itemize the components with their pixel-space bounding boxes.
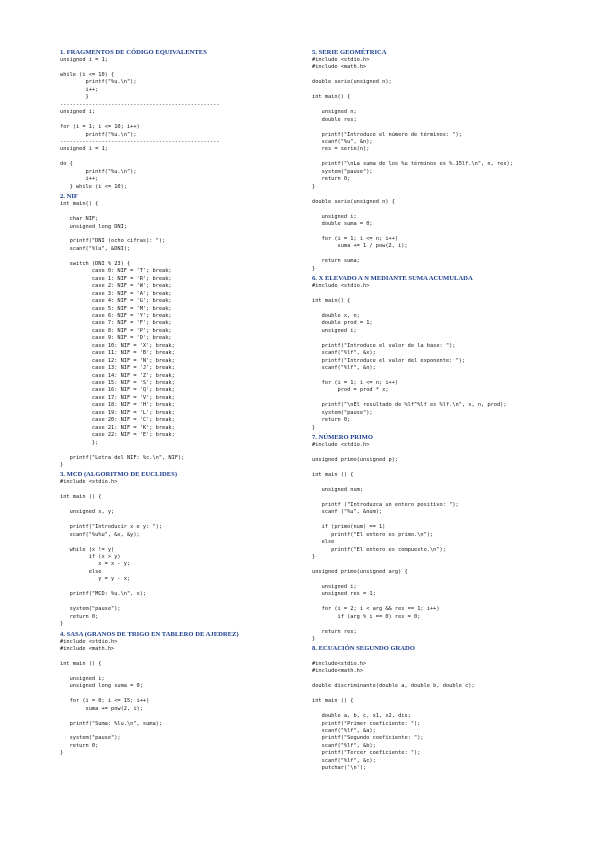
section-nif	[60, 193, 300, 469]
section-x-elevado-n	[312, 275, 552, 432]
section-title: 5. SERIE GEOMÉTRICA	[312, 49, 387, 56]
section-mcd	[60, 471, 300, 628]
code-block: #include <stdio.h> unsigned primo(unsigned p); int main () { unsigned num; printf ("Introduzca un entero positivo: "); scanf ("%u", &num); if (primo(num) == 1) printf("El entero es primo.\n"); else printf("El entero es compuesto.\n"); } unsigned primo(unsigned arg) { unsigned i; unsigned res = 1; for (i = 2; i < arg && res == 1; i++) if (arg % i == 0) res = 0; return res; }	[312, 442, 459, 642]
section-sasa	[60, 631, 300, 758]
section-title: 7. NÚMERO PRIMO	[312, 434, 373, 442]
code-block: int main() { char NIF; unsigned long DNI; printf("DNI (ocho cifras): "); scanf("%lu", &DNI); switch (DNI % 23) { case 0: NIF = 'T'; break; case 1: NIF = 'R'; break; case 2: NIF = 'W'; break; case 3: NIF = 'A'; break; case 4: NIF = 'G'; break; case 5: NIF = 'M'; break; case 6: NIF = 'Y'; break; case 7: NIF = 'F'; break; case 8: NIF = 'P'; break; case 9: NIF = 'D'; break; case 10: NIF = 'X'; break; case 11: NIF = 'B'; break; case 12: NIF = 'N'; break; case 13: NIF = 'J'; break; case 14: NIF = 'Z'; break; case 15: NIF = 'S'; break; case 16: NIF = 'Q'; break; case 17: NIF = 'V'; break; case 18: NIF = 'H'; break; case 19: NIF = 'L'; break; case 20: NIF = 'C'; break; case 21: NIF = 'K'; break; case 22: NIF = 'E'; break; }; printf("Letra del NIF: %c.\n", NIF); }	[60, 201, 185, 469]
section-serie-geometrica	[312, 49, 552, 273]
section-ecuacion-segundo-grado	[312, 645, 552, 772]
left-column	[60, 49, 300, 758]
code-block: #include <stdio.h> #include <math.h> int main () { unsigned i; unsigned long suma = 0; for (i = 0; i <= 15; i++) suma += pow(2, i); printf("Suma: %lu.\n", suma); system("pause"); return 0; }	[60, 638, 163, 757]
code-block: #include <stdio.h> int main() { double x, n; double prod = 1; unsigned i; printf("Introduce el valor de la base: "); scanf("%lf", &x); printf("Introduce el valor del exponente: "); scanf("%lf", &n); for (i = 1; i <= n; i++) prod = prod * x; printf("\nEl resultado de %lf^%lf es %lf.\n", x, n, prod); system("pause"); return 0; }	[312, 283, 507, 431]
code-block: #include <stdio.h> int main () { unsigned x, y; printf("Introducir x e y: "); scanf("%u%u", &x, &y); while (x != y) if (x > y) x = x - y; else y = y - x; printf("MCD: %u.\n", x); system("pause"); return 0; }	[60, 479, 163, 628]
section-title: 1. FRAGMENTOS DE CÓDIGO EQUIVALENTES	[60, 49, 207, 56]
section-title: 2. NIF	[60, 193, 78, 201]
code-block: #include <stdio.h> #include <math.h> double serie(unsigned n); int main() { unsigned n; double res; printf("Introduce el número de términos: "); scanf("%u", &n); res = serie(n); printf("\nLa suma de los %u términos es %.15lf.\n", n, res); system("pause"); return 0; } double serie(unsigned n) { unsigned i; double suma = 0; for (i = 1; i <= n; i++) suma += 1 / pow(2, i); return suma; }	[312, 57, 513, 272]
section-title: 8. ECUACIÓN SEGUNDO GRADO	[312, 645, 415, 653]
section-numero-primo	[312, 434, 552, 643]
right-column	[312, 49, 552, 773]
section-title: 4. SASA (GRANOS DE TRIGO EN TABLERO DE AJEDREZ)	[60, 630, 239, 638]
code-block: unsigned i = 1; while (i <= 10) { printf("%u.\n"); i++; } -------------------------------------------------- unsigned i; for (i = 1; i <= 10; i++) printf("%u.\n"); -------------------------------------------------- unsigned i = 1; do { printf("%u.\n"); i++; } while (i <= 10);	[60, 57, 220, 190]
section-title: 3. MCD (ALGORITMO DE EUCLIDES)	[60, 471, 178, 479]
section-fragmentos	[60, 49, 300, 191]
code-block: #include<stdio.h> #include<math.h> double discriminante(double a, double b, double c); int main () { double a, b, c, x1, x2, dis; printf("Primer coeficiente: "); scanf("%lf", &a); printf("Segundo coeficiente: "); scanf("%lf", &b); printf("Tercer coeficiente: "); scanf("%lf", &c); putchar('\n');	[312, 660, 475, 772]
section-title: 6. X ELEVADO A N MEDIANTE SUMA ACUMULADA	[312, 275, 473, 283]
